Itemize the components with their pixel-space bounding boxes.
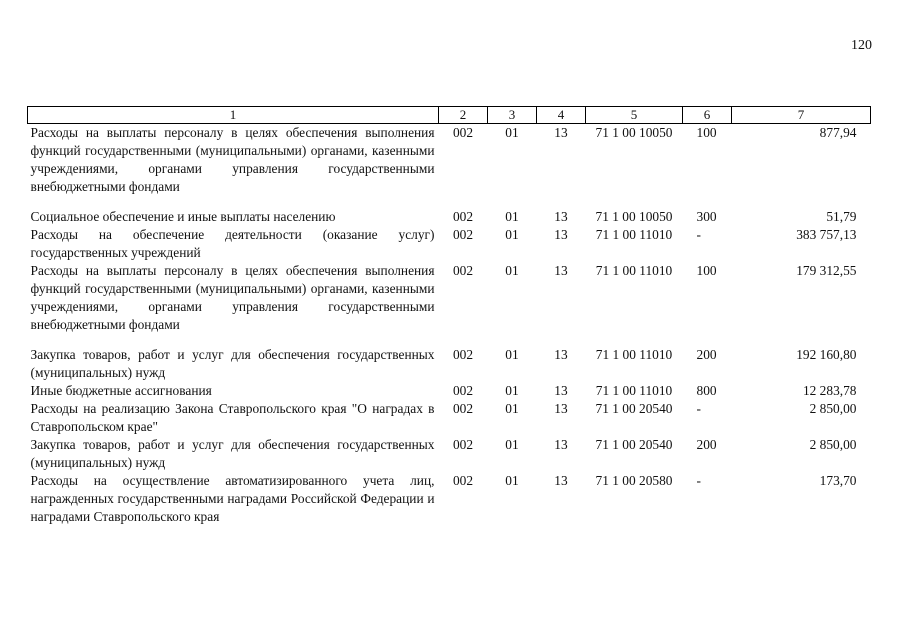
table-row bbox=[28, 262, 871, 346]
row-code-4: 13 bbox=[554, 347, 568, 362]
row-code-5: 71 1 00 10050 bbox=[595, 209, 673, 224]
row-description: Закупка товаров, работ и услуг для обеспечения государственных (муниципальных) нужд bbox=[30, 437, 435, 470]
row-code-5: 71 1 00 11010 bbox=[595, 263, 673, 278]
row-code-4: 13 bbox=[554, 401, 568, 416]
header-cell: 3 bbox=[488, 107, 537, 124]
row-code-3: 01 bbox=[505, 473, 519, 488]
table-row bbox=[28, 400, 871, 436]
row-amount: 173,70 bbox=[819, 473, 857, 488]
page-number: 120 bbox=[851, 38, 872, 53]
row-amount: 51,79 bbox=[826, 209, 857, 224]
row-code-4: 13 bbox=[554, 227, 568, 242]
row-code-3: 01 bbox=[505, 227, 519, 242]
table-header-row bbox=[28, 107, 871, 124]
row-code-2: 002 bbox=[452, 125, 474, 140]
row-description: Иные бюджетные ассигнования bbox=[30, 383, 212, 398]
row-code-3: 01 bbox=[505, 347, 519, 362]
row-code-3: 01 bbox=[505, 209, 519, 224]
row-code-6: 300 bbox=[696, 209, 717, 224]
row-code-4: 13 bbox=[554, 209, 568, 224]
row-code-5: 71 1 00 20540 bbox=[595, 437, 673, 452]
table-row bbox=[28, 472, 871, 526]
row-description: Расходы на выплаты персоналу в целях обеспечения выполнения функций государственными (муниципальными) органами, казенными учреждениями, органами управления государственными внебюджетными фондами bbox=[30, 263, 435, 332]
row-code-6: - bbox=[696, 227, 701, 242]
header-cell: 1 bbox=[28, 107, 439, 124]
table-row bbox=[28, 436, 871, 472]
table-row bbox=[28, 346, 871, 382]
row-description: Социальное обеспечение и иные выплаты населению bbox=[30, 209, 336, 224]
row-code-6: 100 bbox=[696, 263, 717, 278]
row-description: Расходы на реализацию Закона Ставропольского края "О наградах в Ставропольском крае" bbox=[30, 401, 435, 434]
table-row bbox=[28, 124, 871, 209]
row-code-4: 13 bbox=[554, 383, 568, 398]
row-code-3: 01 bbox=[505, 401, 519, 416]
row-code-2: 002 bbox=[452, 227, 474, 242]
row-amount: 2 850,00 bbox=[809, 437, 857, 452]
row-code-2: 002 bbox=[452, 437, 474, 452]
table-row bbox=[28, 382, 871, 400]
row-code-4: 13 bbox=[554, 437, 568, 452]
row-code-6: 200 bbox=[696, 437, 717, 452]
row-description: Закупка товаров, работ и услуг для обеспечения государственных (муниципальных) нужд bbox=[30, 347, 435, 380]
table-row bbox=[28, 226, 871, 262]
row-code-2: 002 bbox=[452, 473, 474, 488]
row-code-3: 01 bbox=[505, 263, 519, 278]
row-code-3: 01 bbox=[505, 383, 519, 398]
budget-table bbox=[27, 106, 871, 526]
row-amount: 2 850,00 bbox=[809, 401, 857, 416]
row-description: Расходы на выплаты персоналу в целях обеспечения выполнения функций государственными (муниципальными) органами, казенными учреждениями, органами управления государственными внебюджетными фондами bbox=[30, 125, 435, 194]
header-cell: 4 bbox=[537, 107, 586, 124]
row-code-3: 01 bbox=[505, 125, 519, 140]
row-code-2: 002 bbox=[452, 263, 474, 278]
row-amount: 12 283,78 bbox=[802, 383, 857, 398]
row-code-4: 13 bbox=[554, 473, 568, 488]
row-code-6: 800 bbox=[696, 383, 717, 398]
row-code-6: - bbox=[696, 401, 701, 416]
row-code-2: 002 bbox=[452, 347, 474, 362]
row-code-2: 002 bbox=[452, 383, 474, 398]
header-cell: 7 bbox=[732, 107, 871, 124]
row-code-5: 71 1 00 10050 bbox=[595, 125, 673, 140]
row-amount: 192 160,80 bbox=[796, 347, 857, 362]
row-amount: 179 312,55 bbox=[796, 263, 857, 278]
row-amount: 877,94 bbox=[819, 125, 857, 140]
row-code-4: 13 bbox=[554, 263, 568, 278]
header-cell: 2 bbox=[439, 107, 488, 124]
table-row bbox=[28, 208, 871, 226]
row-code-6: - bbox=[696, 473, 701, 488]
row-code-5: 71 1 00 11010 bbox=[595, 383, 673, 398]
row-code-5: 71 1 00 11010 bbox=[595, 227, 673, 242]
row-code-6: 100 bbox=[696, 125, 717, 140]
header-cell: 6 bbox=[683, 107, 732, 124]
row-code-4: 13 bbox=[554, 125, 568, 140]
row-description: Расходы на обеспечение деятельности (оказание услуг) государственных учреждений bbox=[30, 227, 435, 260]
row-code-3: 01 bbox=[505, 437, 519, 452]
row-code-6: 200 bbox=[696, 347, 717, 362]
row-description: Расходы на осуществление автоматизированного учета лиц, награжденных государственными наградами Российской Федерации и наградами Ставропольского края bbox=[30, 473, 435, 524]
row-amount: 383 757,13 bbox=[796, 227, 857, 242]
header-cell: 5 bbox=[586, 107, 683, 124]
row-code-5: 71 1 00 11010 bbox=[595, 347, 673, 362]
row-code-2: 002 bbox=[452, 401, 474, 416]
row-code-2: 002 bbox=[452, 209, 474, 224]
row-code-5: 71 1 00 20540 bbox=[595, 401, 673, 416]
row-code-5: 71 1 00 20580 bbox=[595, 473, 673, 488]
